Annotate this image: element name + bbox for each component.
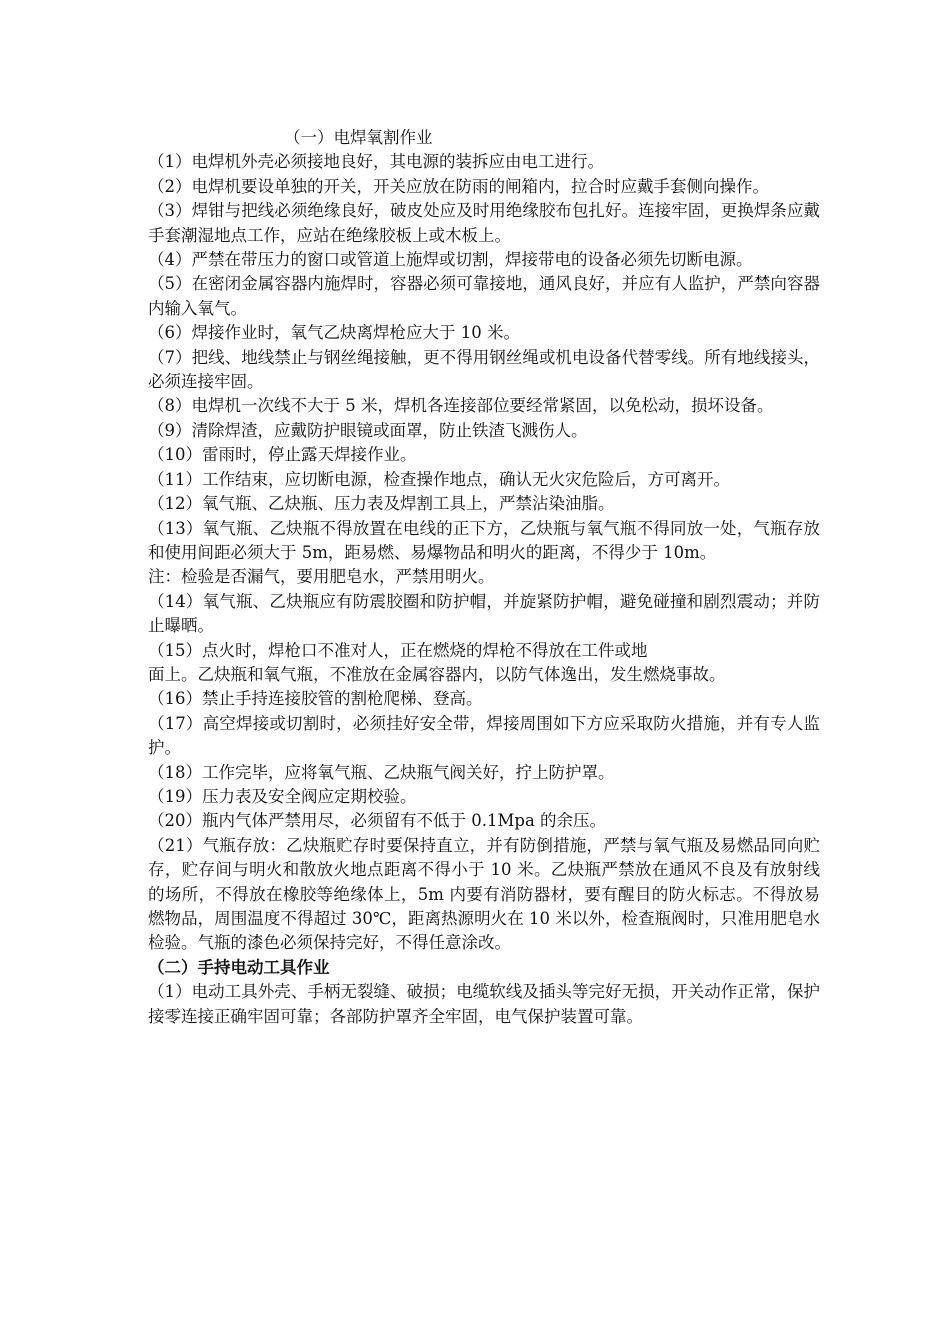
section-1-item-18: （18）工作完毕，应将氧气瓶、乙炔瓶气阀关好，拧上防护罩。 xyxy=(148,762,615,782)
section-1-item-1: （1）电焊机外壳必须接地良好，其电源的装拆应由电工进行。 xyxy=(148,152,604,172)
section-1-item-10: （10）雷雨时，停止露天焊接作业。 xyxy=(148,445,417,465)
section-1-item-4: （4）严禁在带压力的窗口或管道上施焊或切割，焊接带电的设备必须先切断电源。 xyxy=(148,250,753,270)
section-1-item-2: （2）电焊机要设单独的开关，开关应放在防雨的闸箱内，拉合时应戴手套侧向操作。 xyxy=(148,176,769,196)
section-1-item-6: （6）焊接作业时，氧气乙炔离焊枪应大于 10 米。 xyxy=(148,323,520,343)
document-page xyxy=(148,126,820,1029)
section-1-item-5: （5）在密闭金属容器内施焊时，容器必须可靠接地，通风良好，并应有人监护，严禁向容器内输入氧气。 xyxy=(148,274,820,318)
section-1-item-15: （15）点火时，焊枪口不准对人，正在燃烧的焊枪不得放在工件或地 xyxy=(148,640,648,660)
section-1-item-13: （13）氧气瓶、乙炔瓶不得放置在电线的正下方，乙炔瓶与氧气瓶不得同放一处，气瓶存放和使用间距必须大于 5m，距易燃、易爆物品和明火的距离，不得少于 10m。 xyxy=(148,518,820,562)
section-2-item-1: （1）电动工具外壳、手柄无裂缝、破损；电缆软线及插头等完好无损，开关动作正常，保护接零连接正确牢固可靠；各部防护罩齐全牢固，电气保护装置可靠。 xyxy=(148,982,820,1026)
section-1-item-19: （19）压力表及安全阀应定期校验。 xyxy=(148,786,417,806)
section-1-note: 注：检验是否漏气，要用肥皂水，严禁用明火。 xyxy=(148,567,495,587)
section-1-item-12: （12）氧气瓶、乙炔瓶、压力表及焊割工具上，严禁沾染油脂。 xyxy=(148,494,615,514)
section-1-title: （一）电焊氧割作业 xyxy=(284,128,433,147)
section-1-item-20: （20）瓶内气体严禁用尽，必须留有不低于 0.1Mpa 的余压。 xyxy=(148,811,607,831)
section-1-item-14: （14）氧气瓶、乙炔瓶应有防震胶圈和防护帽，并旋紧防护帽，避免碰撞和剧烈震动；并防止曝晒。 xyxy=(148,591,820,636)
section-1-item-16: （16）禁止手持连接胶管的割枪爬梯、登高。 xyxy=(148,689,483,709)
section-1-item-7: （7）把线、地线禁止与钢丝绳接触，更不得用钢丝绳或机电设备代替零线。所有地线接头，必须连接牢固。 xyxy=(148,347,820,392)
section-1-item-3: （3）焊钳与把线必须绝缘良好，破皮处应及时用绝缘胶布包扎好。连接牢固，更换焊条应戴手套潮湿地点工作，应站在绝缘胶板上或木板上。 xyxy=(148,201,820,245)
section-1-item-21: （21）气瓶存放：乙炔瓶贮存时要保持直立，并有防倒措施，严禁与氧气瓶及易燃品同向贮存，贮存间与明火和散放火地点距离不得小于 10 米。乙炔瓶严禁放在通风不良及有放射线的场所，不得放在橡胶等绝缘体上，5m 内要有消防器材，要有醒目的防火标志。不得放易燃物品，周围温度不得超过 30℃，距离热源明火在 10 米以外，检查瓶阀时，只准用肥皂水检验。气瓶的漆色必须保持完好，不得任意涂改。 xyxy=(148,835,820,953)
section-1-item-17: （17）高空焊接或切割时，必须挂好安全带，焊接周围如下方应采取防火措施，并有专人监护。 xyxy=(148,713,820,758)
section-1-item-9: （9）清除焊渣，应戴防护眼镜或面罩，防止铁渣飞溅伤人。 xyxy=(148,420,588,440)
section-1-item-11: （11）工作结束，应切断电源，检查操作地点，确认无火灾危险后，方可离开。 xyxy=(148,469,730,489)
section-1-item-8: （8）电焊机一次线不大于 5 米，焊机各连接部位要经常紧固，以免松动，损坏设备。 xyxy=(148,396,774,416)
section-2-title: （二）手持电动工具作业 xyxy=(148,957,330,977)
section-1-item-15-continued: 面上。乙炔瓶和氧气瓶，不准放在金属容器内，以防气体逸出，发生燃烧事故。 xyxy=(148,664,726,684)
